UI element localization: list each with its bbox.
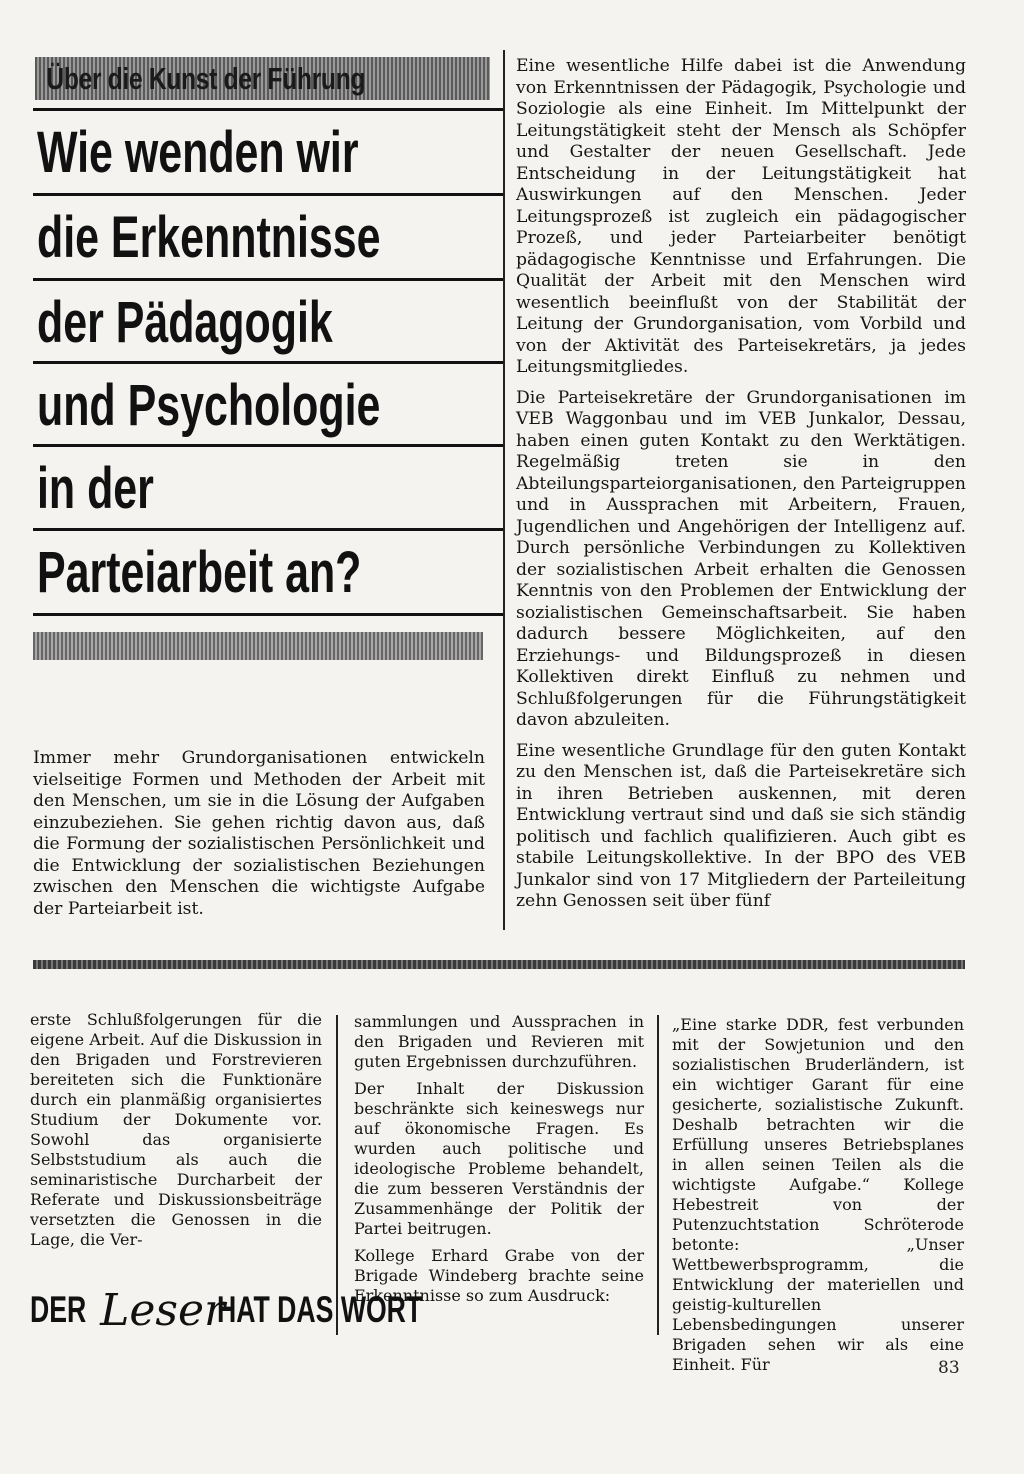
headline-line bbox=[33, 444, 503, 529]
section-divider bbox=[33, 960, 965, 969]
kicker-bar bbox=[35, 57, 490, 100]
logo-script: Leser bbox=[100, 1284, 226, 1336]
headline-text: Parteiarbeit an? bbox=[37, 540, 362, 605]
logo-right: HAT DAS WORT bbox=[217, 1289, 423, 1330]
headline-text: Wie wenden wir bbox=[37, 120, 359, 185]
section-logo bbox=[30, 1284, 423, 1336]
bottom-column-1 bbox=[30, 1010, 322, 1257]
headline-text: die Erkenntnisse bbox=[37, 205, 381, 270]
paragraph: „Eine starke DDR, fest verbunden mit der Sowjetunion und den sozialistischen Bruderländern, ist ein wichtiger Garant für eine gesicherte, sozialistische Zukunft. Deshalb betrachten wir die Erfüllung unseres Betriebsplanes in allen seinen Teilen als die wichtigste Aufgabe.“ Kollege Hebestreit von der Putenzuchtstation Schröterode betonte: „Unser Wettbewerbsprogramm, die Entwicklung der materiellen und geistig-kulturellen Lebensbedingungen unserer Brigaden sehen wir als eine Einheit. Für bbox=[672, 1015, 964, 1374]
paragraph: sammlungen und Aussprachen in den Brigaden und Revieren mit guten Ergebnissen durchzuführen. bbox=[354, 1012, 644, 1071]
column-divider bbox=[336, 1015, 338, 1335]
headline-line bbox=[33, 528, 503, 616]
decorative-bar bbox=[33, 632, 483, 660]
paragraph: Eine wesentliche Hilfe dabei ist die Anwendung von Erkenntnissen der Pädagogik, Psychologie und Soziologie als eine Einheit. Im Mittelpunkt der Leitungstätigkeit steht der Mensch als Schöpfer und Gestalter der neuen Gesellschaft. Jede Entscheidung in der Leitungstätigkeit hat Auswirkungen auf den Menschen. Jeder Leitungsprozeß ist zugleich ein pädagogischer Prozeß, und jeder Parteiarbeiter benötigt pädagogische Kenntnisse und Erfahrungen. Die Qualität der Arbeit mit den Menschen wird wesentlich beeinflußt von der Stabilität der Leitung der Grundorganisation, vom Vorbild und von der Aktivität des Parteisekretärs, ja jedes Leitungsmitgliedes. bbox=[516, 56, 966, 377]
page-number: 83 bbox=[938, 1358, 960, 1378]
intro-text: Immer mehr Grundorganisationen entwickeln vielseitige Formen und Methoden der Arbeit mit den Menschen, um sie in die Lösung der Aufgaben einzubeziehen. Sie gehen richtig davon aus, daß die Formung der sozialistischen Persönlichkeit und die Entwicklung der sozialistischen Beziehungen zwischen den Menschen die wichtigste Aufgabe der Parteiarbeit ist. bbox=[33, 748, 485, 919]
headline-text: der Pädagogik bbox=[37, 290, 333, 355]
bottom-column-2 bbox=[354, 1012, 644, 1313]
headline-line bbox=[33, 278, 503, 363]
headline-text: und Psychologie bbox=[37, 373, 381, 438]
bottom-column-3 bbox=[672, 1015, 964, 1382]
intro-paragraph bbox=[33, 748, 485, 929]
kicker-text: Über die Kunst der Führung bbox=[46, 60, 366, 96]
paragraph: erste Schlußfolgerungen für die eigene Arbeit. Auf die Diskussion in den Brigaden und Forstrevieren bereiteten sich die Funktionäre durch ein planmäßig organisiertes Studium der Dokumente vor. Sowohl das organisierte Selbststudium als auch die seminaristische Durcharbeit der Referate und Diskussionsbeiträge versetzten die Genossen in die Lage, die Ver- bbox=[30, 1010, 322, 1249]
headline-line bbox=[33, 193, 503, 278]
column-divider bbox=[503, 50, 505, 930]
paragraph: Kollege Erhard Grabe von der Brigade Windeberg brachte seine Erkenntnisse so zum Ausdruck: bbox=[354, 1246, 644, 1305]
headline-line bbox=[33, 108, 503, 193]
headline-line bbox=[33, 361, 503, 446]
headline-text: in der bbox=[37, 456, 154, 521]
right-column bbox=[516, 56, 966, 922]
paragraph: Die Parteisekretäre der Grundorganisationen im VEB Waggonbau und im VEB Junkalor, Dessau, haben einen guten Kontakt zu den Werktätigen. Regelmäßig treten sie in den Abteilungsparteiorganisationen, den Parteigruppen und in Aussprachen mit Arbeitern, Frauen, Jugendlichen und Angehörigen der Intelligenz auf. Durch persönliche Verbindungen zu Kollektiven der sozialistischen Arbeit erhalten die Genossen Kenntnis von den Problemen der Entwicklung der sozialistischen Gemeinschaftsarbeit. Sie haben dadurch bessere Möglichkeiten, auf den Erziehungs- und Bildungsprozeß in diesen Kollektiven direkt Einfluß zu nehmen und Schlußfolgerungen für die Führungstätigkeit davon abzuleiten. bbox=[516, 387, 966, 730]
logo-left: DER bbox=[30, 1289, 87, 1330]
paragraph: Eine wesentliche Grundlage für den guten Kontakt zu den Menschen ist, daß die Parteisekretäre sich in ihren Betrieben auskennen, mit deren Entwicklung vertraut sind und daß sie sich ständig politisch und fachlich qualifizieren. Auch gibt es stabile Leitungskollektive. In der BPO des VEB Junkalor sind von 17 Mitgliedern der Parteileitung zehn Genossen seit über fünf bbox=[516, 740, 966, 911]
column-divider bbox=[657, 1015, 659, 1335]
paragraph: Der Inhalt der Diskussion beschränkte sich keineswegs nur auf ökonomische Fragen. Es wurden auch politische und ideologische Probleme behandelt, die zum besseren Verständnis der Zusammenhänge der Politik der Partei beitrugen. bbox=[354, 1079, 644, 1238]
